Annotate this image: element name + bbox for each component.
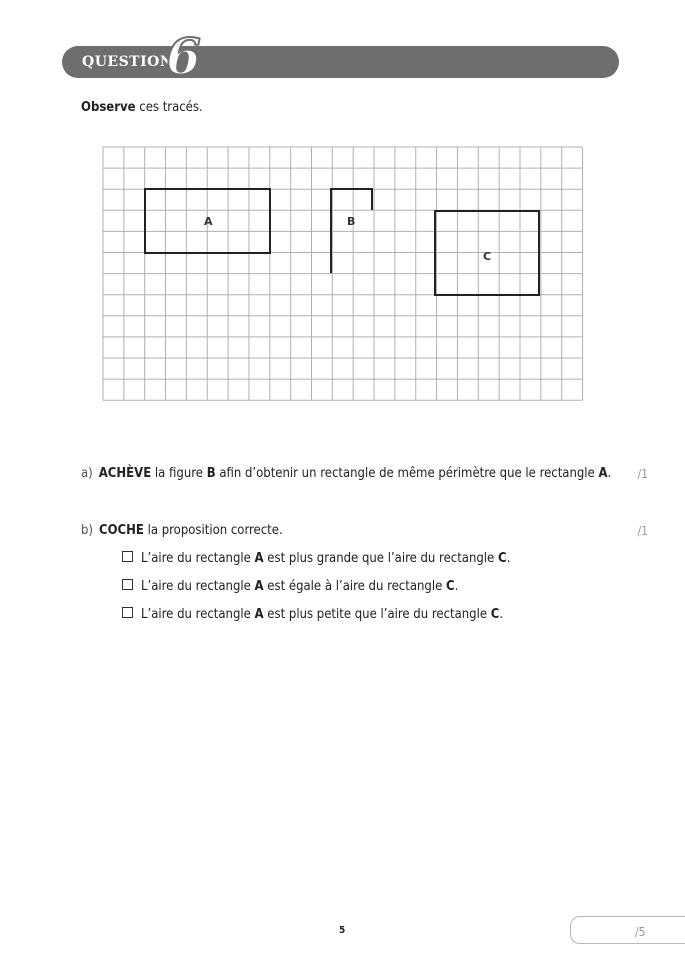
label-b: B (347, 215, 356, 228)
checkbox[interactable] (122, 551, 133, 562)
checkbox[interactable] (122, 607, 133, 618)
part-a-prefix: a) (81, 466, 93, 481)
option-text: . (506, 551, 511, 566)
option-text: L’aire du rectangle (141, 607, 255, 622)
page-number: 5 (339, 925, 346, 936)
part-a-score: /1 (637, 467, 648, 481)
option-text: est égale à l’aire du rectangle (263, 579, 446, 594)
option-text: . (454, 579, 459, 594)
intro-rest: ces tracés. (135, 100, 203, 115)
label-c: C (483, 250, 492, 263)
option-text: . (499, 607, 504, 622)
option-text: est plus grande que l’aire du rectangle (263, 551, 498, 566)
label-a: A (204, 215, 213, 228)
option-text: L’aire du rectangle (141, 551, 255, 566)
checkbox[interactable] (122, 579, 133, 590)
option-3[interactable] (122, 607, 503, 622)
option-bold: C (490, 607, 500, 622)
option-text: est plus petite que l’aire du rectangle (263, 607, 491, 622)
question-number: 6 (166, 27, 201, 86)
option-bold: A (254, 607, 264, 622)
option-bold: C (446, 579, 455, 594)
option-2[interactable] (122, 579, 458, 594)
part-a-t2: afin d’obtenir un rectangle de même périmètre que le rectangle (215, 466, 599, 481)
part-a-b1: B (206, 466, 216, 481)
part-b-score: /1 (637, 524, 648, 538)
part-b-verb: COCHE (99, 523, 144, 538)
question-label: QUESTION (82, 54, 174, 70)
option-bold: A (254, 579, 264, 594)
part-a-text (81, 466, 611, 481)
part-a-verb: ACHÈVE (98, 466, 152, 481)
total-score: /5 (635, 925, 646, 939)
option-text: L’aire du rectangle (141, 579, 255, 594)
grid-lines (103, 147, 583, 400)
part-a-b2: A (598, 466, 608, 481)
part-a-t1: la figure (151, 466, 207, 481)
total-score-box (570, 916, 685, 944)
intro-bold: Observe (81, 100, 136, 115)
part-a-t3: . (607, 466, 612, 481)
part-b-prefix: b) (81, 523, 93, 538)
part-b-text (81, 523, 283, 538)
part-b-rest: la proposition correcte. (143, 523, 283, 538)
option-bold: A (254, 551, 264, 566)
option-1[interactable] (122, 551, 510, 566)
option-bold: C (497, 551, 507, 566)
